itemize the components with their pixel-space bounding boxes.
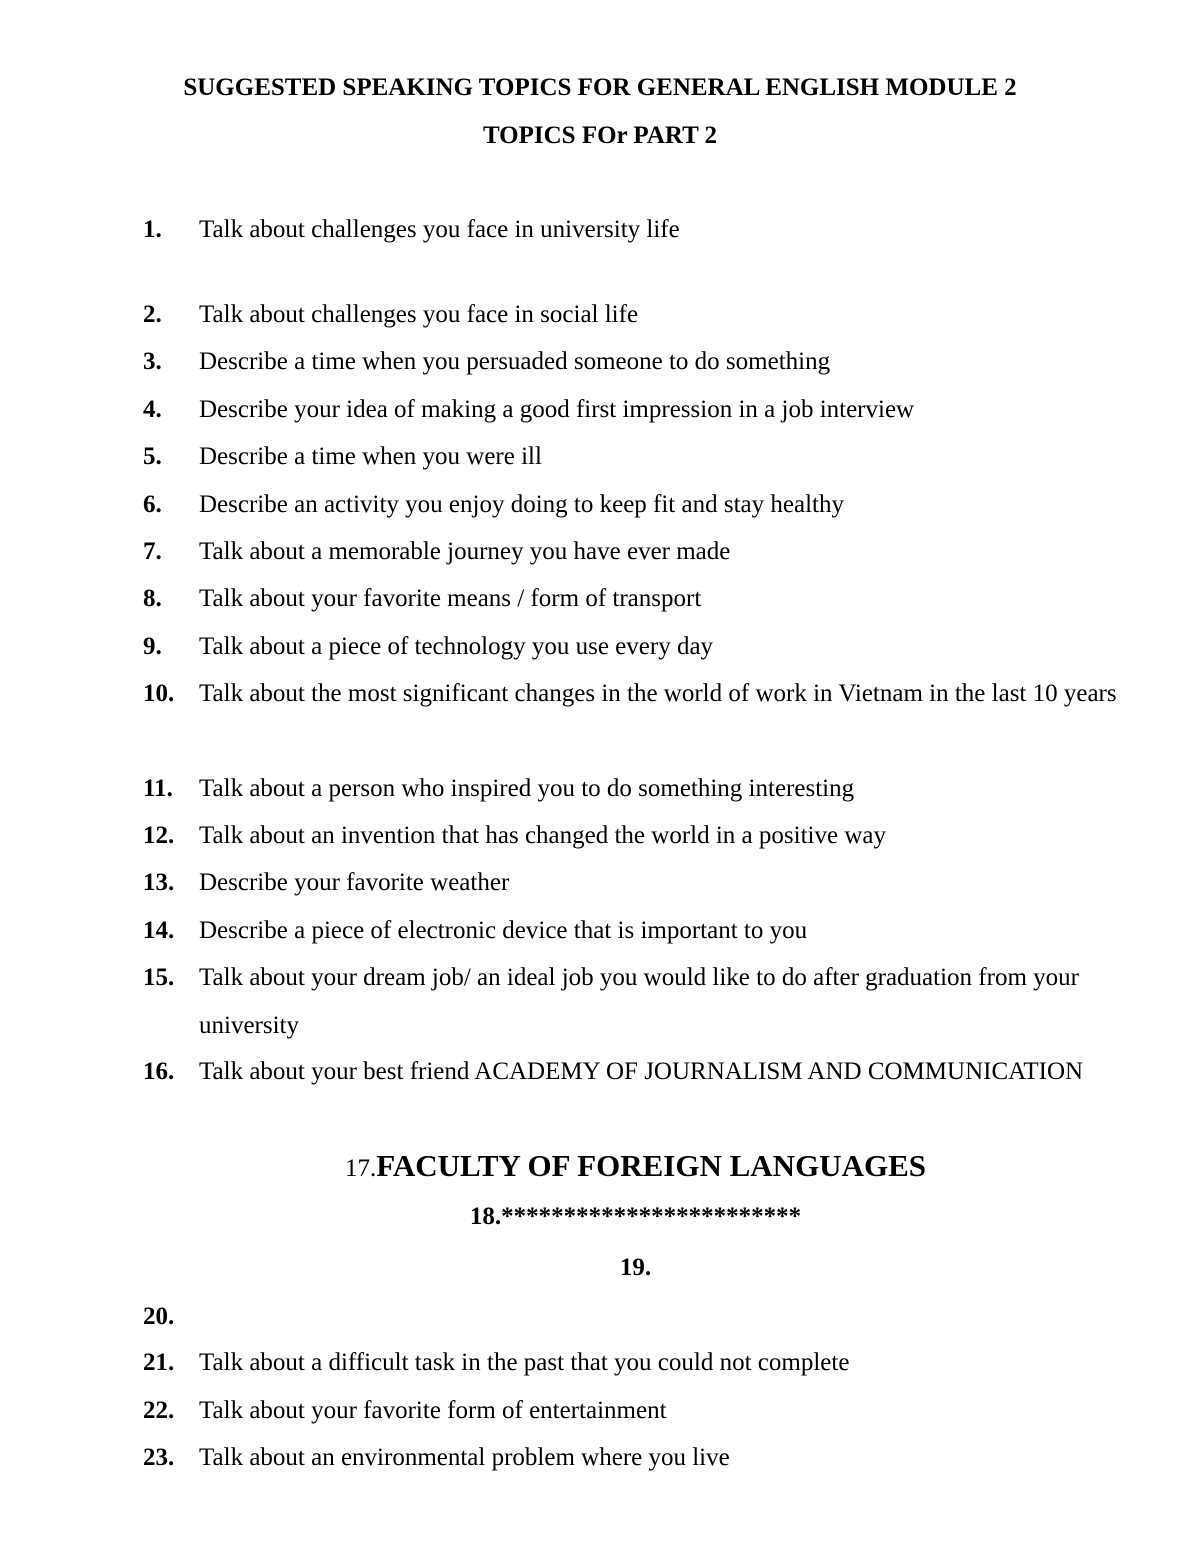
topic-text: Talk about the most significant changes in the world of work in Vietnam in the last 10 years <box>199 680 1117 707</box>
topic-number: 20. <box>143 1303 175 1330</box>
topic-number: 21. <box>143 1349 175 1376</box>
topic-number: 10. <box>143 680 175 707</box>
document-subtitle: TOPICS FOr PART 2 <box>482 122 718 149</box>
topic-item <box>143 670 1128 766</box>
topic-number: 23. <box>143 1444 175 1471</box>
faculty-number: 17. <box>345 1155 377 1182</box>
topic-text: Talk about your dream job/ an ideal job you would like to do after graduation from your university <box>199 964 1079 1039</box>
topic-number: 3. <box>143 348 162 375</box>
topic-text: Talk about a memorable journey you have ever made <box>199 538 731 565</box>
topic-text: Describe a piece of electronic device that is important to you <box>199 917 808 944</box>
topic-text: Talk about your best friend ACADEMY OF JOURNALISM AND COMMUNICATION <box>199 1058 1084 1085</box>
topic-number: 13. <box>143 869 175 896</box>
faculty-heading <box>143 1148 1128 1184</box>
topic-text: Describe a time when you were ill <box>199 443 542 470</box>
topic-item <box>143 954 1128 1050</box>
faculty-text: FACULTY OF FOREIGN LANGUAGES <box>376 1148 926 1183</box>
topic-text: Talk about a person who inspired you to do something interesting <box>199 775 855 802</box>
stars-divider: 18.************************ <box>469 1203 802 1230</box>
topic-text: Describe your idea of making a good first impression in a job interview <box>199 396 915 423</box>
topic-text: Describe an activity you enjoy doing to keep fit and stay healthy <box>199 491 844 518</box>
topic-number: 12. <box>143 822 175 849</box>
topic-number: 4. <box>143 396 162 423</box>
topic-number: 2. <box>143 301 162 328</box>
topic-text: Describe your favorite weather <box>199 869 510 896</box>
topic-number: 14. <box>143 917 175 944</box>
topic-number: 7. <box>143 538 162 565</box>
topic-text: Talk about your favorite form of entertainment <box>199 1397 667 1424</box>
topic-number: 16. <box>143 1058 175 1085</box>
topic-text: Describe a time when you persuaded someone to do something <box>199 348 831 375</box>
topic-text: Talk about an invention that has changed the world in a positive way <box>199 822 886 849</box>
topic-number: 8. <box>143 585 162 612</box>
topic-text: Talk about challenges you face in social life <box>199 301 639 328</box>
topic-text: Talk about your favorite means / form of transport <box>199 585 702 612</box>
topic-text: Talk about an environmental problem where you live <box>199 1444 730 1471</box>
topic-number: 6. <box>143 491 162 518</box>
topic-number: 11. <box>143 775 173 802</box>
topic-text: Talk about a piece of technology you use every day <box>199 633 714 660</box>
topic-number: 22. <box>143 1397 175 1424</box>
topic-number: 1. <box>143 216 162 243</box>
document-title: SUGGESTED SPEAKING TOPICS FOR GENERAL ENGLISH MODULE 2 <box>183 74 1017 101</box>
topic-text: Talk about challenges you face in university life <box>199 216 680 243</box>
item-19: 19. <box>619 1254 652 1281</box>
topic-item <box>143 1048 1128 1144</box>
topic-number: 9. <box>143 633 162 660</box>
topic-number: 5. <box>143 443 162 470</box>
topic-number: 15. <box>143 964 175 991</box>
topic-text: Talk about a difficult task in the past that you could not complete <box>199 1349 850 1376</box>
